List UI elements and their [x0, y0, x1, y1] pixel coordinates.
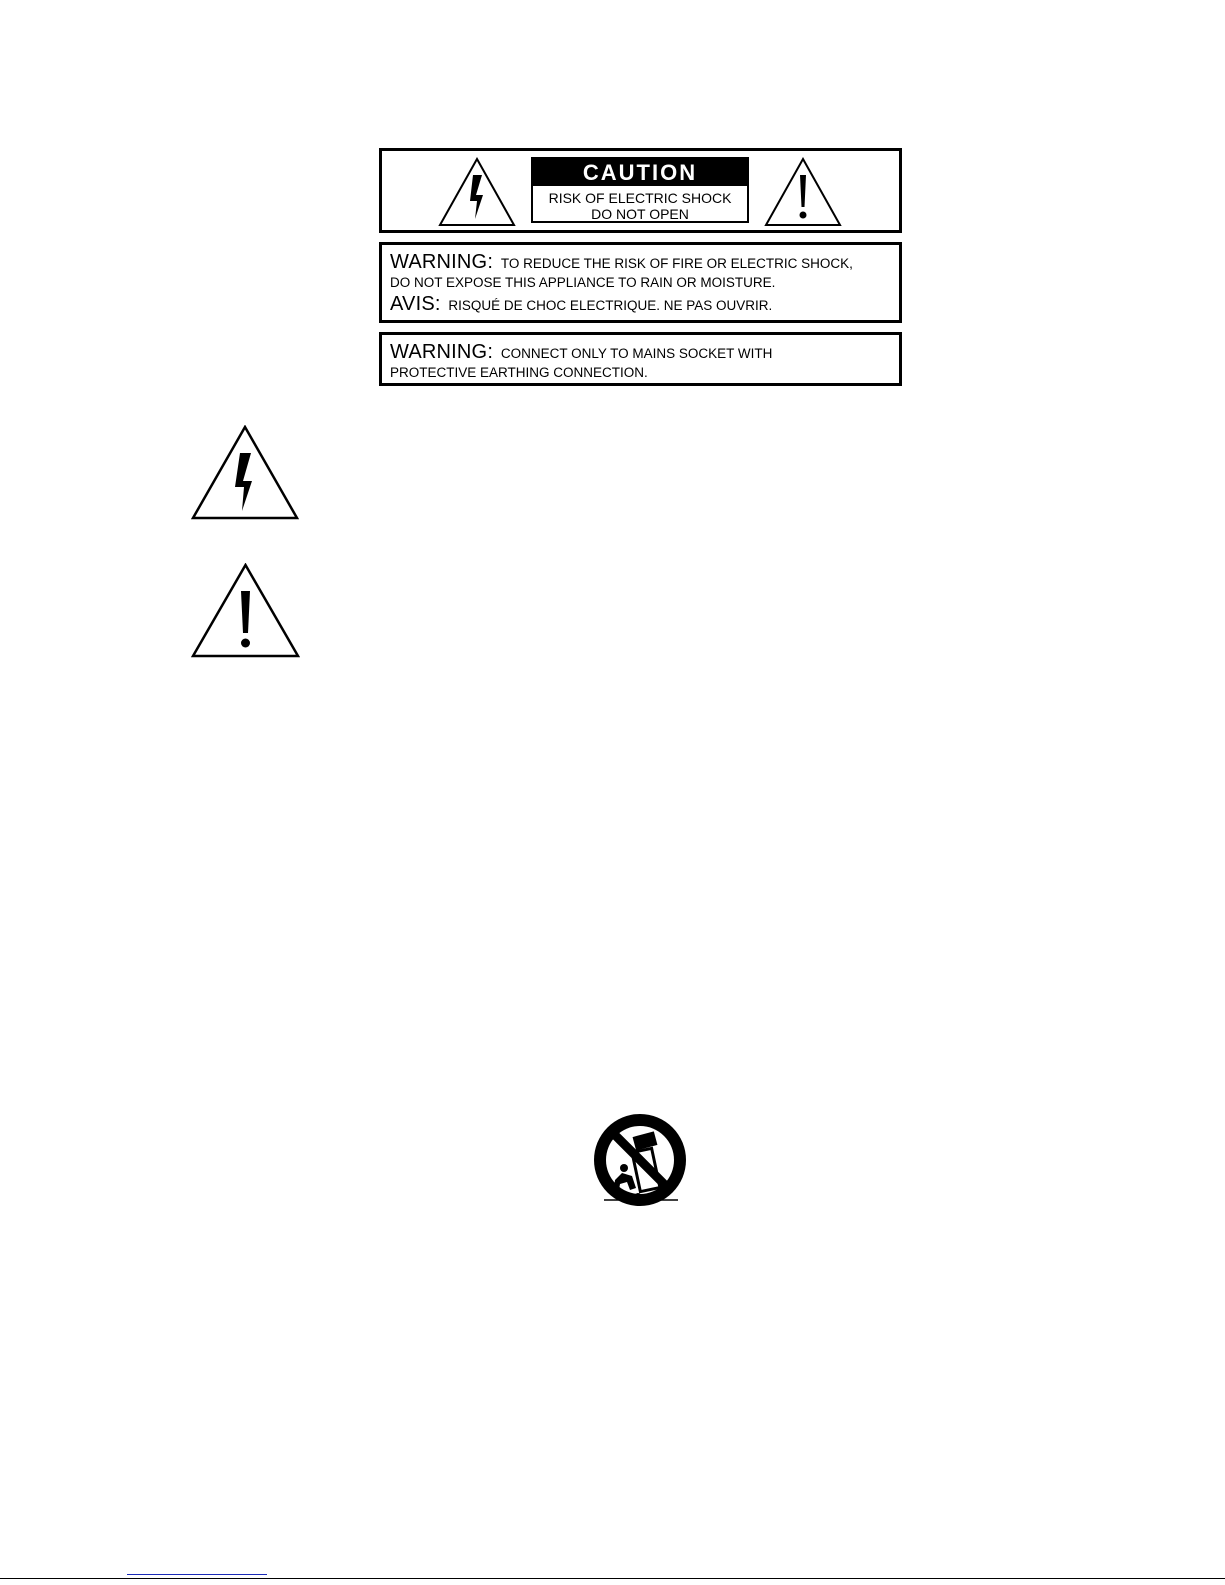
caution-title: CAUTION	[533, 159, 747, 186]
exclamation-triangle-icon	[764, 157, 842, 227]
cart-tip-over-warning-icon	[592, 1112, 688, 1208]
warning-earthing-line-1: CONNECT ONLY TO MAINS SOCKET WITH	[500, 346, 773, 361]
warning-heading: WARNING:	[390, 251, 494, 273]
footer-link-underline[interactable]	[127, 1574, 267, 1575]
caution-line-2: DO NOT OPEN	[591, 206, 689, 222]
lightning-triangle-icon	[438, 157, 516, 227]
warning-line-2: DO NOT EXPOSE THIS APPLIANCE TO RAIN OR MOISTURE.	[390, 275, 776, 290]
warning-earthing-row	[390, 343, 899, 363]
warning-line-1: TO REDUCE THE RISK OF FIRE OR ELECTRIC SHOCK,	[500, 256, 853, 271]
lightning-triangle-icon	[191, 425, 299, 520]
safety-label-block	[379, 148, 902, 386]
caution-center-panel	[531, 157, 749, 223]
avis-text: RISQUÉ DE CHOC ELECTRIQUE. NE PAS OUVRIR.	[448, 298, 773, 313]
caution-line-1: RISK OF ELECTRIC SHOCK	[548, 190, 732, 206]
warning-moisture-box	[379, 242, 902, 323]
warning-earthing-line-2: PROTECTIVE EARTHING CONNECTION.	[390, 365, 648, 380]
footer-rule	[0, 1578, 1225, 1579]
warning-earthing-heading: WARNING:	[390, 341, 494, 363]
caution-label	[379, 148, 902, 233]
warning-earthing-box	[379, 332, 902, 386]
warning-moisture-row	[390, 253, 899, 273]
avis-heading: AVIS:	[390, 293, 441, 315]
exclamation-triangle-icon	[191, 563, 300, 658]
avis-row	[390, 295, 899, 315]
